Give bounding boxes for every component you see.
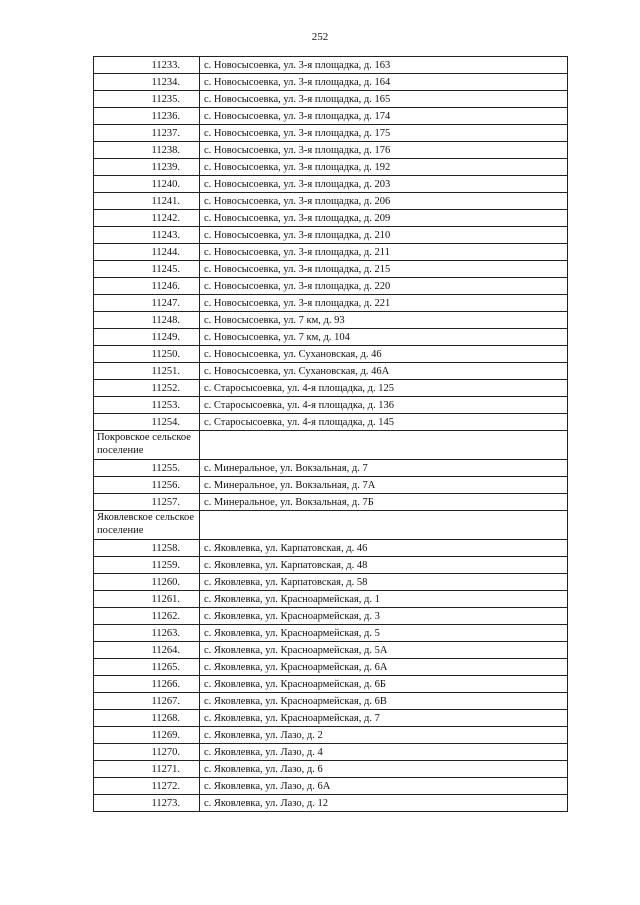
address-cell: с. Яковлевка, ул. Лазо, д. 12 — [200, 795, 568, 812]
address-cell: с. Яковлевка, ул. Красноармейская, д. 3 — [200, 608, 568, 625]
table-row — [94, 380, 568, 397]
address-cell: с. Минеральное, ул. Вокзальная, д. 7 — [200, 460, 568, 477]
table-row — [94, 710, 568, 727]
table-row — [94, 312, 568, 329]
table-row — [94, 460, 568, 477]
row-number: 11239. — [94, 159, 200, 176]
row-number: 11255. — [94, 460, 200, 477]
address-cell: с. Новосысоевка, ул. 3-я площадка, д. 210 — [200, 227, 568, 244]
row-number: 11246. — [94, 278, 200, 295]
row-number: 11238. — [94, 142, 200, 159]
address-cell: с. Новосысоевка, ул. 3-я площадка, д. 175 — [200, 125, 568, 142]
address-table — [93, 56, 568, 812]
table-row — [94, 625, 568, 642]
table-row — [94, 210, 568, 227]
table-row — [94, 244, 568, 261]
row-number: 11253. — [94, 397, 200, 414]
table-row — [94, 494, 568, 511]
address-cell: с. Новосысоевка, ул. 3-я площадка, д. 165 — [200, 91, 568, 108]
address-cell: с. Яковлевка, ул. Лазо, д. 6А — [200, 778, 568, 795]
row-number: 11233. — [94, 57, 200, 74]
row-number: 11265. — [94, 659, 200, 676]
table-row — [94, 727, 568, 744]
table-row — [94, 74, 568, 91]
address-cell: с. Старосысоевка, ул. 4-я площадка, д. 125 — [200, 380, 568, 397]
row-number: 11269. — [94, 727, 200, 744]
address-cell: с. Новосысоевка, ул. 3-я площадка, д. 174 — [200, 108, 568, 125]
row-number: 11258. — [94, 540, 200, 557]
table-row — [94, 608, 568, 625]
table-row — [94, 778, 568, 795]
row-number: 11266. — [94, 676, 200, 693]
table-row — [94, 795, 568, 812]
row-number: 11270. — [94, 744, 200, 761]
row-number: 11252. — [94, 380, 200, 397]
address-cell: с. Яковлевка, ул. Лазо, д. 2 — [200, 727, 568, 744]
row-number: 11273. — [94, 795, 200, 812]
row-number: 11264. — [94, 642, 200, 659]
row-number: 11235. — [94, 91, 200, 108]
table-row — [94, 227, 568, 244]
address-cell: с. Новосысоевка, ул. 7 км, д. 93 — [200, 312, 568, 329]
row-number: 11267. — [94, 693, 200, 710]
address-cell: с. Новосысоевка, ул. 3-я площадка, д. 206 — [200, 193, 568, 210]
address-cell: с. Яковлевка, ул. Красноармейская, д. 5 — [200, 625, 568, 642]
address-cell: с. Яковлевка, ул. Лазо, д. 4 — [200, 744, 568, 761]
row-number: 11271. — [94, 761, 200, 778]
row-number: 11245. — [94, 261, 200, 278]
address-cell: с. Яковлевка, ул. Красноармейская, д. 6В — [200, 693, 568, 710]
table-row — [94, 142, 568, 159]
page-number: 252 — [311, 31, 329, 43]
address-cell: с. Новосысоевка, ул. 3-я площадка, д. 163 — [200, 57, 568, 74]
table-row — [94, 659, 568, 676]
table-row — [94, 159, 568, 176]
row-number: 11268. — [94, 710, 200, 727]
table-row — [94, 346, 568, 363]
table-row — [94, 761, 568, 778]
row-number: 11243. — [94, 227, 200, 244]
row-number: 11237. — [94, 125, 200, 142]
settlement-name: Яковлевское сельское поселение — [94, 511, 200, 540]
row-number: 11241. — [94, 193, 200, 210]
table-row — [94, 557, 568, 574]
table-row — [94, 125, 568, 142]
table-row — [94, 261, 568, 278]
table-row — [94, 295, 568, 312]
row-number: 11260. — [94, 574, 200, 591]
address-cell: с. Новосысоевка, ул. 3-я площадка, д. 176 — [200, 142, 568, 159]
empty-cell — [200, 511, 568, 540]
table-row — [94, 176, 568, 193]
row-number: 11249. — [94, 329, 200, 346]
row-number: 11248. — [94, 312, 200, 329]
table-row — [94, 642, 568, 659]
section-header-row — [94, 511, 568, 540]
address-cell: с. Яковлевка, ул. Красноармейская, д. 5А — [200, 642, 568, 659]
address-table-body — [94, 57, 568, 812]
table-row — [94, 676, 568, 693]
address-cell: с. Новосысоевка, ул. 3-я площадка, д. 211 — [200, 244, 568, 261]
table-row — [94, 397, 568, 414]
table-row — [94, 193, 568, 210]
table-row — [94, 591, 568, 608]
address-cell: с. Яковлевка, ул. Карпатовская, д. 46 — [200, 540, 568, 557]
row-number: 11242. — [94, 210, 200, 227]
table-row — [94, 278, 568, 295]
address-cell: с. Яковлевка, ул. Красноармейская, д. 6А — [200, 659, 568, 676]
table-row — [94, 574, 568, 591]
row-number: 11251. — [94, 363, 200, 380]
row-number: 11262. — [94, 608, 200, 625]
table-row — [94, 329, 568, 346]
row-number: 11236. — [94, 108, 200, 125]
address-cell: с. Минеральное, ул. Вокзальная, д. 7Б — [200, 494, 568, 511]
table-row — [94, 91, 568, 108]
address-cell: с. Старосысоевка, ул. 4-я площадка, д. 136 — [200, 397, 568, 414]
row-number: 11257. — [94, 494, 200, 511]
row-number: 11256. — [94, 477, 200, 494]
address-cell: с. Новосысоевка, ул. 3-я площадка, д. 203 — [200, 176, 568, 193]
table-row — [94, 363, 568, 380]
row-number: 11244. — [94, 244, 200, 261]
address-cell: с. Новосысоевка, ул. Сухановская, д. 46 — [200, 346, 568, 363]
address-cell: с. Яковлевка, ул. Карпатовская, д. 48 — [200, 557, 568, 574]
address-cell: с. Новосысоевка, ул. 3-я площадка, д. 215 — [200, 261, 568, 278]
table-row — [94, 414, 568, 431]
table-row — [94, 744, 568, 761]
empty-cell — [200, 431, 568, 460]
table-row — [94, 108, 568, 125]
row-number: 11240. — [94, 176, 200, 193]
table-row — [94, 540, 568, 557]
address-cell: с. Новосысоевка, ул. 3-я площадка, д. 164 — [200, 74, 568, 91]
table-row — [94, 57, 568, 74]
row-number: 11234. — [94, 74, 200, 91]
address-cell: с. Старосысоевка, ул. 4-я площадка, д. 145 — [200, 414, 568, 431]
table-row — [94, 477, 568, 494]
address-cell: с. Новосысоевка, ул. 3-я площадка, д. 221 — [200, 295, 568, 312]
row-number: 11261. — [94, 591, 200, 608]
row-number: 11263. — [94, 625, 200, 642]
address-cell: с. Новосысоевка, ул. 3-я площадка, д. 220 — [200, 278, 568, 295]
table-row — [94, 693, 568, 710]
row-number: 11254. — [94, 414, 200, 431]
address-cell: с. Яковлевка, ул. Красноармейская, д. 1 — [200, 591, 568, 608]
address-cell: с. Яковлевка, ул. Карпатовская, д. 58 — [200, 574, 568, 591]
settlement-name: Покровское сельское поселение — [94, 431, 200, 460]
address-cell: с. Новосысоевка, ул. Сухановская, д. 46А — [200, 363, 568, 380]
row-number: 11250. — [94, 346, 200, 363]
address-cell: с. Новосысоевка, ул. 7 км, д. 104 — [200, 329, 568, 346]
address-cell: с. Новосысоевка, ул. 3-я площадка, д. 209 — [200, 210, 568, 227]
address-cell: с. Яковлевка, ул. Лазо, д. 6 — [200, 761, 568, 778]
row-number: 11272. — [94, 778, 200, 795]
section-header-row — [94, 431, 568, 460]
row-number: 11247. — [94, 295, 200, 312]
address-cell: с. Яковлевка, ул. Красноармейская, д. 7 — [200, 710, 568, 727]
address-cell: с. Яковлевка, ул. Красноармейская, д. 6Б — [200, 676, 568, 693]
row-number: 11259. — [94, 557, 200, 574]
address-cell: с. Новосысоевка, ул. 3-я площадка, д. 192 — [200, 159, 568, 176]
address-cell: с. Минеральное, ул. Вокзальная, д. 7А — [200, 477, 568, 494]
